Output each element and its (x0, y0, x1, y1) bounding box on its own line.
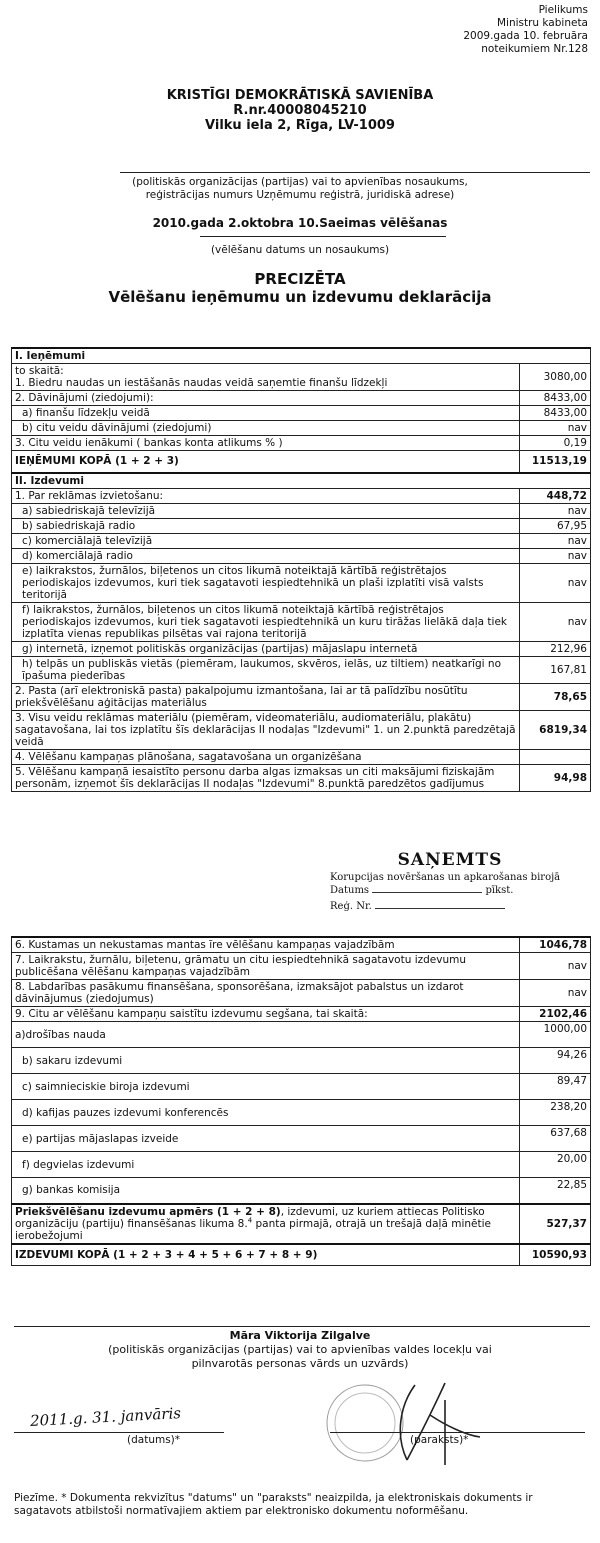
table-row (12, 710, 591, 749)
table-row (12, 503, 591, 518)
handwritten-date: 2011.g. 31. janvāris (29, 1404, 182, 1430)
row-label: a) sabiedriskajā televīzijā (12, 503, 520, 518)
row-value: 94,98 (520, 764, 591, 791)
row-value: 167,81 (520, 656, 591, 683)
table-row (12, 937, 591, 953)
signature-seal-graphic (295, 1375, 495, 1470)
annex-line: 2009.gada 10. februāra (463, 30, 588, 42)
table-row (12, 364, 591, 391)
row-label: a) finanšu līdzekļu veidā (12, 406, 520, 421)
row-value: nav (520, 563, 591, 602)
row-label: Priekšvēlēšanu izdevumu apmērs (1 + 2 + 8), izdevumi, uz kuriem attiecas Politisko organizāciju (partiju) finansēšanas likuma 8.$^4$ panta pirmajā, otrajā un trešajā daļā minētie ierobežojumi (12, 1204, 520, 1244)
row-value: 0,19 (520, 436, 591, 451)
row-label: c) saimnieciskie biroja izdevumi (12, 1074, 520, 1100)
declaration-table-part1 (11, 347, 591, 792)
org-caption (0, 176, 600, 202)
table-row (12, 1022, 591, 1048)
document-title (0, 270, 600, 306)
table-row (12, 421, 591, 436)
row-value: 78,65 (520, 683, 591, 710)
table-row (12, 1244, 591, 1266)
row-label: 4. Vēlēšanu kampaņas plānošana, sagatavošana un organizēšana (12, 749, 520, 764)
table-row (12, 391, 591, 406)
table-row (12, 1204, 591, 1244)
row-label: g) bankas komisija (12, 1178, 520, 1204)
seal-circle-icon (327, 1385, 403, 1461)
election-underline (200, 236, 446, 237)
row-value: 8433,00 (520, 406, 591, 421)
row-value: nav (520, 421, 591, 436)
row-value (520, 749, 591, 764)
annex-line: noteikumiem Nr.128 (481, 43, 588, 55)
stamp-reg-label: Reģ. Nr. (330, 901, 372, 912)
date-caption: (datums)* (127, 1434, 181, 1446)
table-row (12, 518, 591, 533)
declaration-table-part2 (11, 936, 591, 1266)
annex-line: Pielikums (538, 4, 588, 16)
income-total-value: 11513,19 (520, 451, 591, 473)
row-label: 2. Dāvinājumi (ziedojumi): (12, 391, 520, 406)
footnote: Piezīme. * Dokumenta rekvizītus "datums" un "paraksts" neaizpilda, ja elektroniskais dokuments ir sagatavots atbilstoši normatīvajiem aktiem par elektronisko dokumentu noformēšanu. (14, 1492, 533, 1517)
stamp-date-row (330, 885, 570, 896)
stamp-time-label: pīkst. (485, 885, 514, 896)
received-stamp (330, 850, 570, 920)
row-value: 8433,00 (520, 391, 591, 406)
row-label: g) internetā, izņemot politiskās organizācijas (partijas) mājaslapu internetā (12, 641, 520, 656)
stamp-reg-row (330, 901, 570, 912)
row-value: 6819,34 (520, 710, 591, 749)
table-row (12, 764, 591, 791)
section-expense-heading: II. Izdevumi (12, 473, 591, 489)
row-value: 3080,00 (520, 364, 591, 391)
org-reg-number: R.nr.40008045210 (233, 103, 367, 118)
row-value: 527,37 (520, 1204, 591, 1244)
row-label: 3. Visu veidu reklāmas materiālu (piemēram, videomateriālu, audiomateriālu, plakātu) sagatavošana, lai tos izplatītu šīs deklarācijas II nodaļas "Izdevumi" 1. un 2.punktā paredzētajā veidā (12, 710, 520, 749)
table-row (12, 488, 591, 503)
table-row (12, 533, 591, 548)
org-caption-line: (politiskās organizācijas (partijas) vai to apvienības nosaukums, (132, 176, 468, 188)
election-title: 2010.gada 2.oktobra 10.Saeimas vēlēšanas (152, 216, 448, 230)
row-label: to skaitā: 1. Biedru naudas un iestāšanās naudas veidā saņemtie finanšu līdzekļi (12, 364, 520, 391)
row-value: 22,85 (520, 1178, 591, 1204)
row-value: 212,96 (520, 641, 591, 656)
org-underline (120, 172, 590, 173)
stamp-office: Korupcijas novēršanas un apkarošanas birojā (330, 872, 561, 883)
row-value: 637,68 (520, 1126, 591, 1152)
org-name: KRISTĪGI DEMOKRĀTISKĀ SAVIENĪBA (166, 88, 434, 103)
row-value: 2102,46 (520, 1007, 591, 1022)
row-label: 3. Citu veidu ienākumi ( bankas konta atlikums % ) (12, 436, 520, 451)
table-row (12, 563, 591, 602)
table-row (12, 656, 591, 683)
row-value: nav (520, 503, 591, 518)
title-line-2: Vēlēšanu ieņēmumu un izdevumu deklarācija (108, 288, 492, 306)
row-label: h) telpās un publiskās vietās (piemēram, laukumos, skvēros, ielās, uz tiltiem) neatkarīgi no īpašuma piederības (12, 656, 520, 683)
income-total-label: IEŅĒMUMI KOPĀ (1 + 2 + 3) (12, 451, 520, 473)
signature-icon (400, 1383, 480, 1465)
table-row (12, 1126, 591, 1152)
table-row (12, 980, 591, 1007)
table-row (12, 749, 591, 764)
row-label: e) laikrakstos, žurnālos, biļetenos un citos likumā noteiktajā kārtībā reģistrētajos periodiskajos izdevumos, kuri tiek sagatavoti iespiedtehnikā un plaši izplatīti visā valsts teritorijā (12, 563, 520, 602)
row-value: nav (520, 548, 591, 563)
table-row (12, 1152, 591, 1178)
row-label: b) citu veidu dāvinājumi (ziedojumi) (12, 421, 520, 436)
org-block (0, 88, 600, 133)
row-label: f) degvielas izdevumi (12, 1152, 520, 1178)
row-value: nav (520, 602, 591, 641)
row-label: b) sabiedriskajā radio (12, 518, 520, 533)
row-label: 1. Par reklāmas izvietošanu: (12, 488, 520, 503)
title-line-1: PRECIZĒTA (254, 270, 346, 288)
row-value: nav (520, 533, 591, 548)
table-row (12, 641, 591, 656)
row-value: nav (520, 980, 591, 1007)
row-label: 6. Kustamas un nekustamas mantas īre vēlēšanu kampaņas vajadzībām (12, 937, 520, 953)
row-label: e) partijas mājaslapas izveide (12, 1126, 520, 1152)
row-label: 9. Citu ar vēlēšanu kampaņu saistītu izdevumu segšana, tai skaitā: (12, 1007, 520, 1022)
row-value: 1046,78 (520, 937, 591, 953)
signatory-name: Māra Viktorija Zilgalve (229, 1329, 371, 1342)
table-row (12, 1178, 591, 1204)
row-value: 1000,00 (520, 1022, 591, 1048)
signature-line (330, 1432, 585, 1433)
stamp-date-label: Datums (330, 885, 370, 896)
table-row (12, 548, 591, 563)
row-label: a)drošības nauda (12, 1022, 520, 1048)
signatory-caption: (politiskās organizācijas (partijas) vai to apvienības valdes locekļu vai (108, 1343, 492, 1356)
row-value: 67,95 (520, 518, 591, 533)
expense-total-label: IZDEVUMI KOPĀ (1 + 2 + 3 + 4 + 5 + 6 + 7 + 8 + 9) (12, 1244, 520, 1266)
org-address: Vilku iela 2, Rīga, LV-1009 (205, 118, 395, 133)
table-row (12, 602, 591, 641)
table-row (12, 1100, 591, 1126)
signatory-line (14, 1326, 590, 1327)
table-row (12, 436, 591, 451)
row-label: c) komerciālajā televīzijā (12, 533, 520, 548)
election-caption: (vēlēšanu datums un nosaukums) (210, 244, 390, 256)
expense-total-value: 10590,93 (520, 1244, 591, 1266)
annex-line: Ministru kabineta (496, 17, 588, 29)
row-label: b) sakaru izdevumi (12, 1048, 520, 1074)
section-income-heading: I. Ieņēmumi (12, 348, 591, 364)
table-row (12, 953, 591, 980)
table-row (12, 406, 591, 421)
row-value: 238,20 (520, 1100, 591, 1126)
signature-caption: (paraksts)* (410, 1434, 469, 1446)
table-row (12, 1048, 591, 1074)
row-label: 8. Labdarības pasākumu finansēšana, sponsorēšana, izmaksājot pabalstus un izdarot dāvinājumus (ziedojumus) (12, 980, 520, 1007)
table-row (12, 683, 591, 710)
row-value: 94,26 (520, 1048, 591, 1074)
date-line (14, 1432, 224, 1433)
row-value: nav (520, 953, 591, 980)
row-label: d) kafijas pauzes izdevumi konferencēs (12, 1100, 520, 1126)
annex-header (463, 4, 588, 56)
signatory-block (0, 1329, 600, 1371)
row-label: f) laikrakstos, žurnālos, biļetenos un citos likumā noteiktajā kārtībā reģistrētajos periodiskajos izdevumos, kuri tiek sagatavoti iespiedtehnikā un kuru tirāžas lielākā daļa tiek izplatīta vienas republikas pilsētas vai rajona teritorijā (12, 602, 520, 641)
org-caption-line: reģistrācijas numurs Uzņēmumu reģistrā, juridiskā adrese) (145, 189, 455, 201)
stamp-title: SAŅEMTS (397, 850, 503, 870)
row-value: 89,47 (520, 1074, 591, 1100)
table-row (12, 451, 591, 473)
row-label: 2. Pasta (arī elektroniskā pasta) pakalpojumu izmantošana, lai ar tā palīdzību nosūtītu priekšvēlēšanu aģitācijas materiālus (12, 683, 520, 710)
row-label: d) komerciālajā radio (12, 548, 520, 563)
row-value: 448,72 (520, 488, 591, 503)
row-label: 7. Laikrakstu, žurnālu, biļetenu, grāmatu un citu iespiedtehnikā sagatavotu izdevumu publicēšana vēlēšanu kampaņas vajadzībām (12, 953, 520, 980)
row-value: 20,00 (520, 1152, 591, 1178)
row-label: 5. Vēlēšanu kampaņā iesaistīto personu darba algas izmaksas un citi maksājumi fiziskajām personām, izņemot šīs deklarācijas II nodaļas "Izdevumi" 8.punktā paredzētos gadījumus (12, 764, 520, 791)
table-row (12, 1007, 591, 1022)
table-row (12, 1074, 591, 1100)
signatory-caption: pilnvarotās personas vārds un uzvārds) (191, 1357, 409, 1370)
